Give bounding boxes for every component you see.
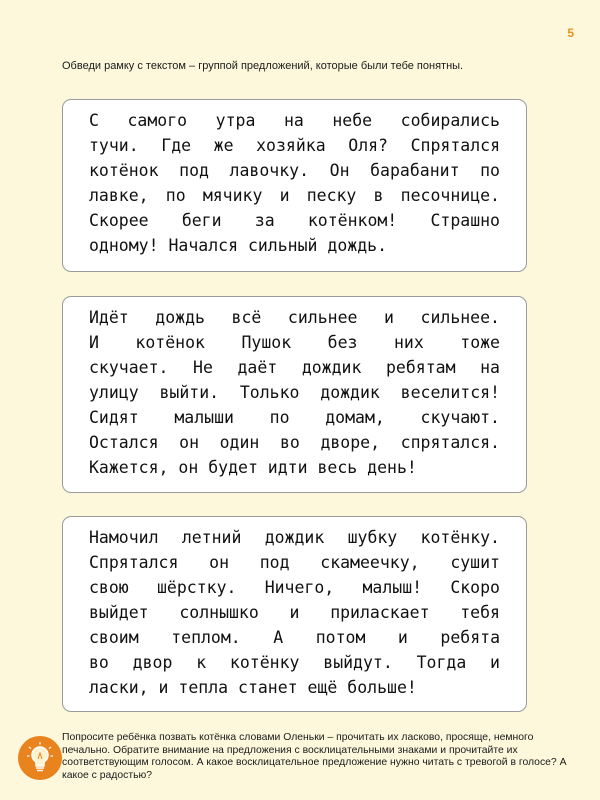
text-line: С самого утра на небе собирались: [89, 111, 500, 130]
text-line: тучи. Где же хозяйка Оля? Спрятался: [89, 136, 500, 155]
lightbulb-icon: [18, 736, 62, 780]
text-line: Скорее беги за котёнком! Страшно: [89, 211, 500, 230]
text-line: Спрятался он под скамеечку, сушит: [89, 553, 500, 572]
text-line: Сидят малыши по домам, скучают.: [89, 408, 500, 427]
text-line: Остался он один во дворе, спрятался.: [89, 433, 500, 452]
parent-note: Попросите ребёнка позвать котёнка словами Оленьки – прочитать их ласково, просяще, немного печально. Обратите внимание на предложения с восклицательными знаками и прочитайте их соответствующим голосом. А какое восклицательное предложение нужно читать с тревогой в голосе? А какое с радостью?: [62, 732, 567, 781]
text-line: Идёт дождь всё сильнее и сильнее.: [89, 308, 500, 327]
text-box-3[interactable]: [62, 516, 527, 712]
text-line: выйдет солнышко и приласкает тебя: [89, 603, 500, 622]
text-line: одному! Начался сильный дождь.: [89, 236, 388, 255]
text-line: своим теплом. А потом и ребята: [89, 628, 500, 647]
text-line: И котёнок Пушок без них тоже: [89, 333, 500, 352]
instruction-text: Обведи рамку с текстом – группой предложений, которые были тебе понятны.: [62, 60, 464, 72]
text-box-1[interactable]: [62, 99, 527, 272]
text-line: скучает. Не даёт дождик ребятам на: [89, 358, 500, 377]
text-line: Кажется, он будет идти весь день!: [89, 458, 417, 477]
text-line: во двор к котёнку выйдут. Тогда и: [89, 653, 500, 672]
text-line: улицу выйти. Только дождик веселится!: [89, 383, 500, 402]
text-line: свою шёрстку. Ничего, малыш! Скоро: [89, 578, 500, 597]
text-box-2[interactable]: [62, 296, 527, 493]
text-line: лавке, по мячику и песку в песочнице.: [89, 186, 500, 205]
page-number: 5: [567, 26, 574, 40]
text-line: котёнок под лавочку. Он барабанит по: [89, 161, 500, 180]
text-line: ласки, и тепла станет ещё больше!: [89, 678, 417, 697]
text-line: Намочил летний дождик шубку котёнку.: [89, 528, 500, 547]
